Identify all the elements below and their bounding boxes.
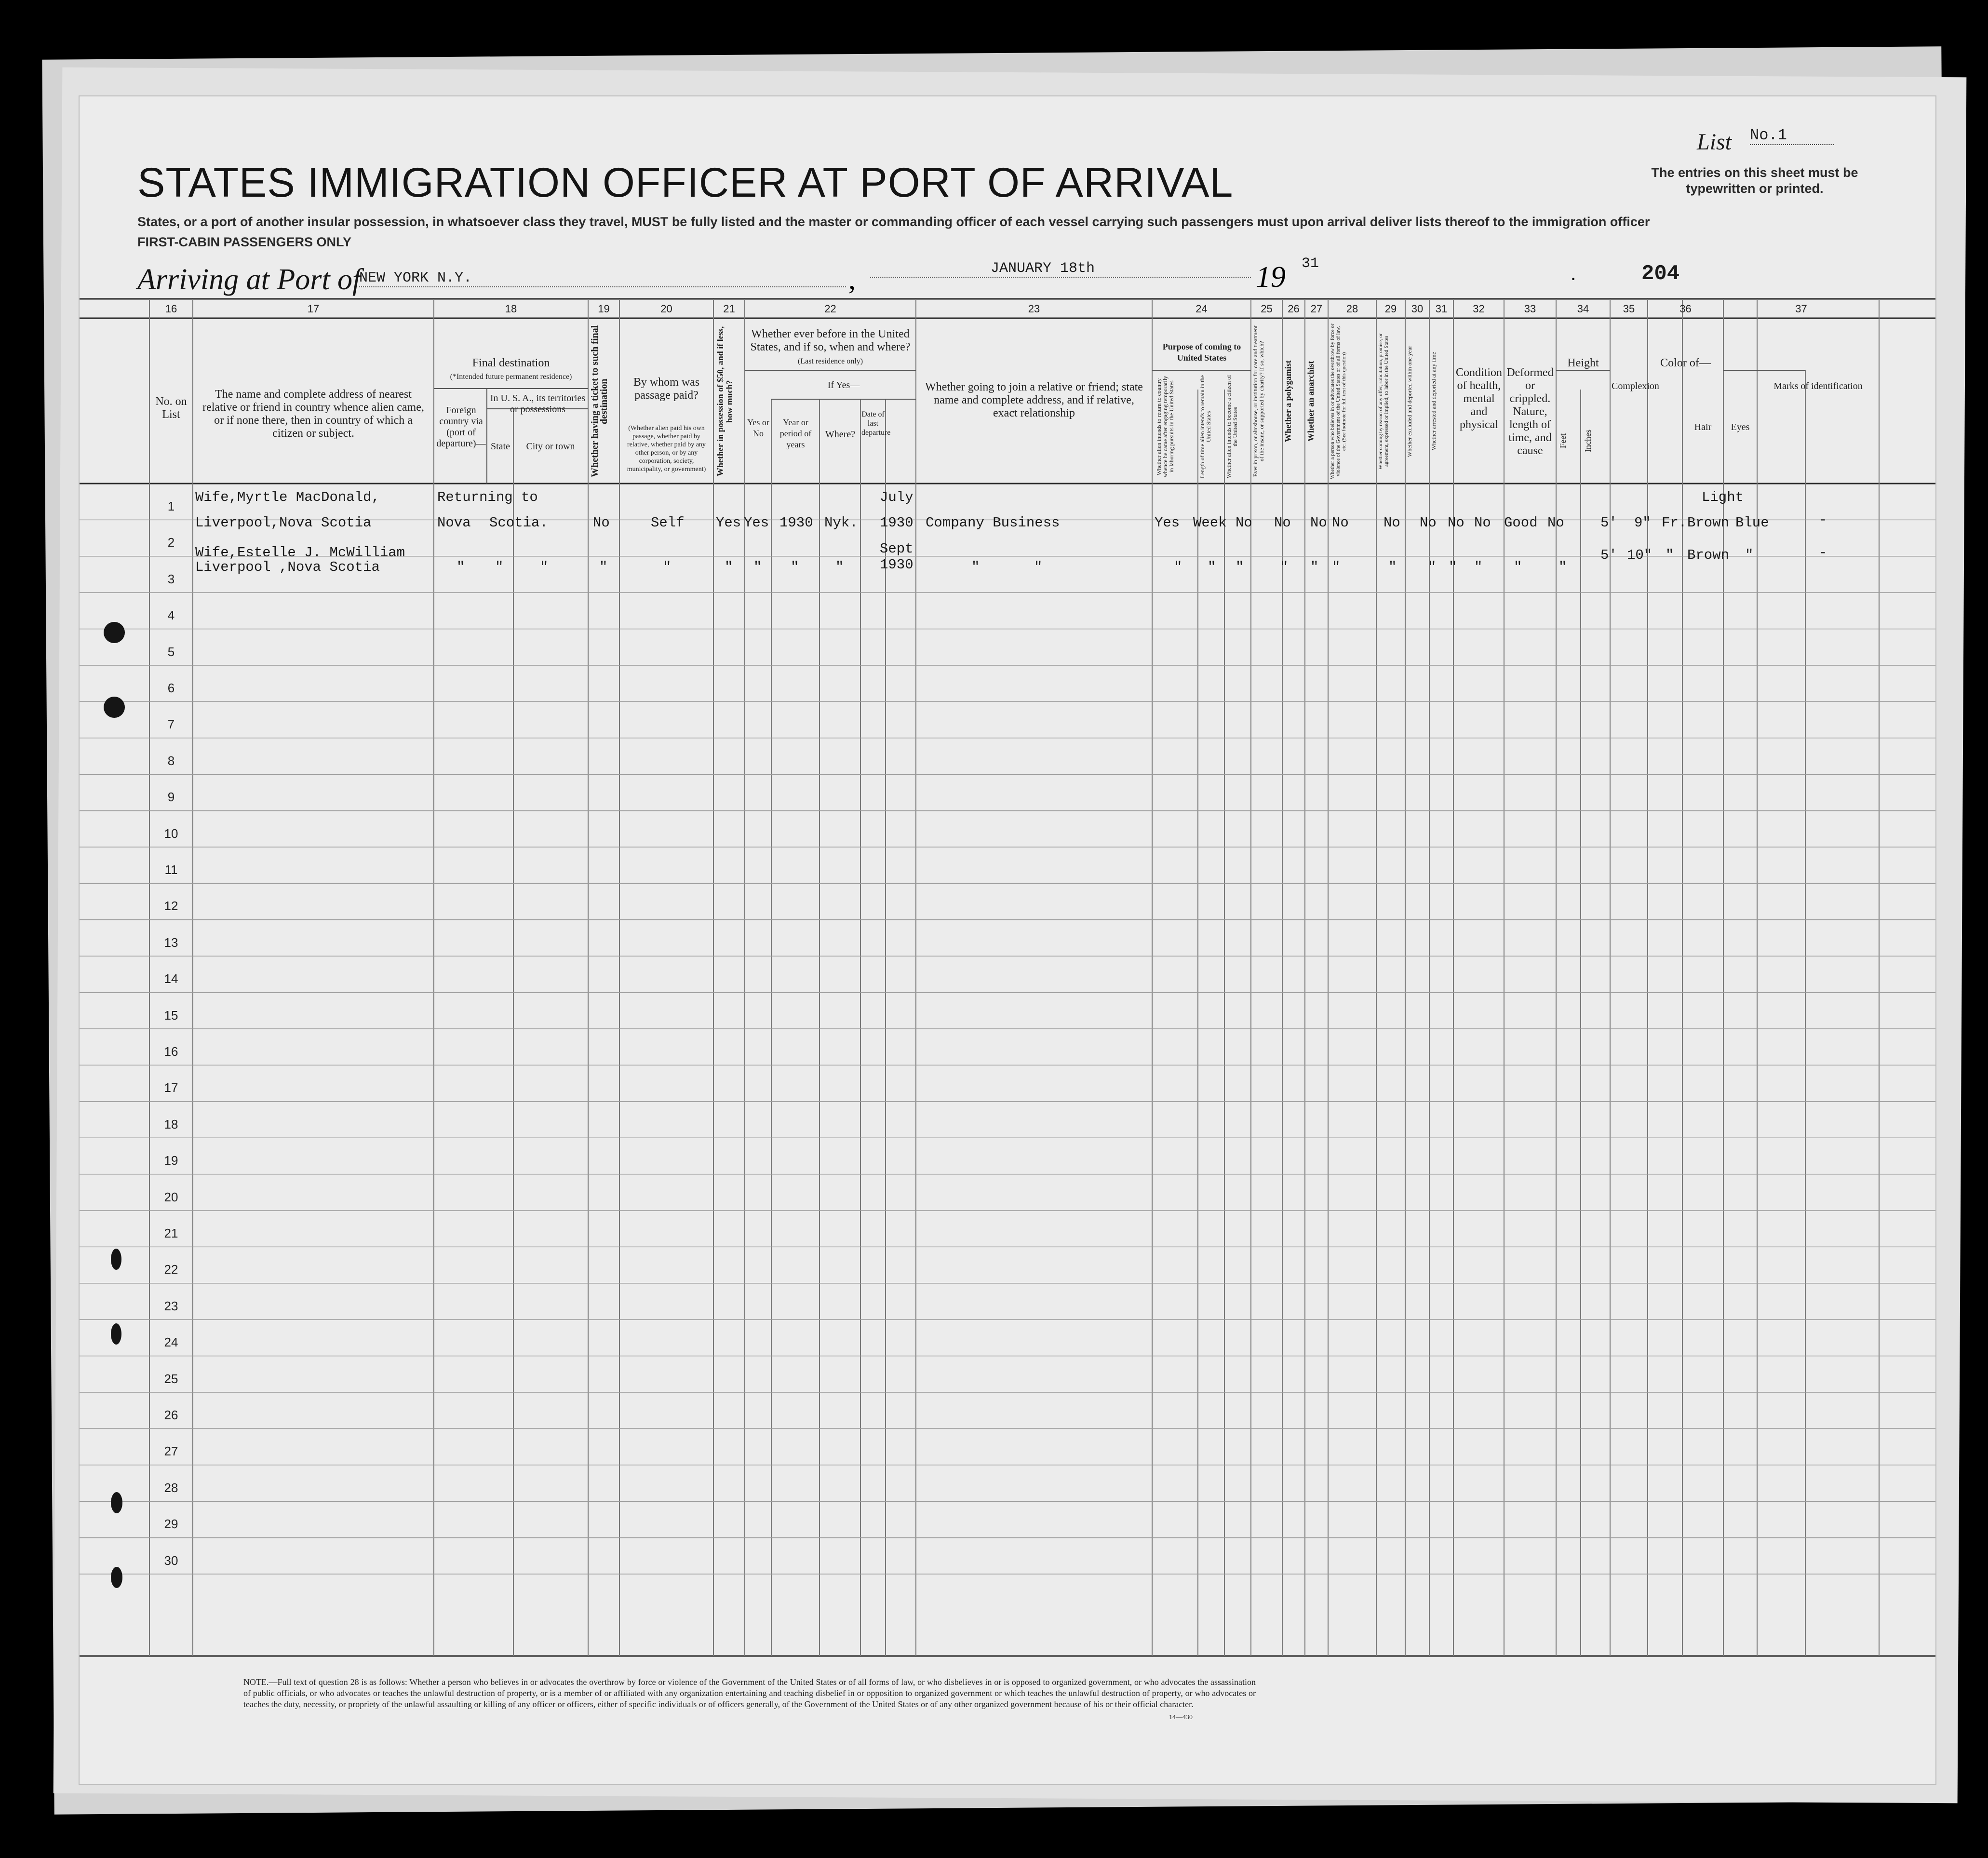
entry2-ditto: " bbox=[1388, 559, 1397, 575]
header-final-destination-note: (*Intended future permanent residence) bbox=[450, 373, 572, 381]
row-number: 16 bbox=[164, 1044, 178, 1059]
entry1-q31: No bbox=[1474, 515, 1491, 531]
col-number: 33 bbox=[1524, 303, 1536, 315]
entry1-departure-year: 1930 bbox=[880, 515, 913, 531]
entry1-deformed: No bbox=[1547, 515, 1564, 531]
col-number: 29 bbox=[1384, 303, 1397, 315]
col-number: 17 bbox=[307, 303, 320, 315]
manifest-page bbox=[80, 96, 1935, 1784]
footnote: NOTE.—Full text of question 28 is as follows: Whether a person who believes in or advocates the overthrow by force or violence of the Government of the United States or of all forms of law, or who disbelieves in or is opposed to organized government, or who advocates the assassination of public officials, or who advocates or teaches the unlawful destruction of property, or is a member of or affiliated with any organization entertaining and teaching disbelief in or opposition to organized government or which teaches the unlawful destruction of property, or who advocates or teaches the duty, necessity, or propriety of the unlawful assaulting or killing of any officer or officers, either of specific individuals or of officers generally, of the Government of the United States or of any other organized government because of his or their official character. bbox=[243, 1677, 1256, 1709]
row-number: 23 bbox=[164, 1298, 178, 1313]
header-year-period: Year or period of years bbox=[779, 417, 812, 449]
col-number: 28 bbox=[1346, 303, 1358, 315]
col-number: 30 bbox=[1411, 303, 1424, 315]
entry1-feet: 5' bbox=[1600, 515, 1617, 531]
comma: , bbox=[848, 263, 856, 295]
entry2-departure-year: 1930 bbox=[880, 557, 913, 573]
col-number: 21 bbox=[723, 303, 735, 315]
header-eyes: Eyes bbox=[1731, 422, 1750, 432]
header-q29: Whether coming by reason of any offer, solicitation, promise, or agreement, expressed or implied, to labor in the United States bbox=[1378, 333, 1389, 470]
entry1-q29: No bbox=[1420, 515, 1437, 531]
entry1-inches: 9" bbox=[1634, 515, 1651, 531]
entry2-ditto: " bbox=[1449, 559, 1457, 575]
row-number: 21 bbox=[164, 1226, 178, 1240]
entry2-ditto: " bbox=[1034, 559, 1043, 575]
entry1-purpose-a: Yes bbox=[1155, 515, 1180, 531]
row-number: 6 bbox=[167, 681, 175, 695]
col-number: 22 bbox=[824, 303, 836, 315]
col-number: 19 bbox=[598, 303, 610, 315]
entry2-ditto: " bbox=[971, 559, 980, 575]
entry2-ditto: " bbox=[1745, 547, 1754, 563]
dot-mark: · bbox=[1570, 268, 1577, 290]
row-number: 27 bbox=[164, 1444, 178, 1459]
year-field: 31 bbox=[1302, 256, 1319, 272]
header-complexion: Complexion bbox=[1612, 381, 1659, 391]
header-yes-no: Yes or No bbox=[747, 417, 769, 438]
punch-hole bbox=[104, 697, 125, 718]
entry1-hair: Brown bbox=[1687, 515, 1730, 531]
row-number: 7 bbox=[167, 717, 175, 732]
entry1-final-dest-top: Returning to bbox=[437, 489, 538, 505]
entry2-ditto: " bbox=[1514, 559, 1522, 575]
entry2-ditto: " bbox=[791, 559, 799, 575]
entry1-hair-top: Light bbox=[1702, 489, 1744, 505]
entry1-year: 1930 bbox=[779, 515, 813, 531]
header-no-on-list: No. on List bbox=[155, 395, 187, 421]
century-label: 19 bbox=[1256, 261, 1286, 294]
punch-hole bbox=[104, 622, 125, 643]
header-purpose-b: Length of time alien intends to remain in the United States bbox=[1199, 375, 1212, 478]
entry1-purpose-c: No bbox=[1236, 515, 1252, 531]
entry2-ditto: " bbox=[599, 559, 608, 575]
page-title: STATES IMMIGRATION OFFICER AT PORT OF ARRIVAL bbox=[137, 160, 1234, 206]
port-field: NEW YORK N.Y. bbox=[359, 270, 846, 287]
row-number: 20 bbox=[164, 1189, 178, 1204]
entry1-q30: No bbox=[1448, 515, 1464, 531]
form-number: 14—430 bbox=[1169, 1714, 1193, 1721]
entry2-ditto: " bbox=[835, 559, 844, 575]
col-number: 20 bbox=[660, 303, 672, 315]
row-number: 5 bbox=[167, 644, 175, 659]
header-marks: Marks of identification bbox=[1773, 381, 1863, 391]
entry2-ditto: " bbox=[1332, 559, 1341, 575]
entry2-ditto: " bbox=[1474, 559, 1483, 575]
entry2-ditto: " bbox=[663, 559, 672, 575]
entry1-ticket: No bbox=[593, 515, 610, 531]
entry1-anarchist: No bbox=[1332, 515, 1349, 531]
punch-hole bbox=[111, 1492, 122, 1513]
header-deformed: Deformed or crippled. Nature, length of time, and cause bbox=[1506, 366, 1554, 457]
header-q28: Whether a person who believes in or advocates the overthrow by force or violence of the Government of the United States or of all forms of law, etc. (See footnote for full text of this question) bbox=[1330, 323, 1347, 479]
col-number: 36 bbox=[1679, 303, 1692, 315]
list-label: List bbox=[1697, 129, 1732, 155]
header-anarchist: Whether an anarchist bbox=[1306, 361, 1316, 442]
cabin-class: FIRST-CABIN PASSENGERS ONLY bbox=[137, 235, 352, 249]
header-inches: Inches bbox=[1583, 430, 1593, 453]
row-number: 1 bbox=[167, 499, 175, 513]
page-number: 204 bbox=[1641, 262, 1680, 286]
entry2-ditto: " bbox=[457, 559, 465, 575]
col-number: 27 bbox=[1310, 303, 1323, 315]
row-number: 25 bbox=[164, 1371, 178, 1386]
entry1-q28: No bbox=[1384, 515, 1400, 531]
col-number: 35 bbox=[1623, 303, 1635, 315]
row-number: 9 bbox=[167, 790, 175, 805]
col-number: 23 bbox=[1028, 303, 1040, 315]
punch-hole bbox=[111, 1567, 122, 1588]
row-number: 11 bbox=[164, 862, 178, 877]
entry2-relative-line1: Wife,Estelle J. McWilliam bbox=[195, 545, 405, 561]
list-number: No.1 bbox=[1750, 126, 1834, 145]
row-number: 19 bbox=[164, 1153, 178, 1168]
row-number: 28 bbox=[164, 1480, 178, 1495]
header-purpose: Purpose of coming to United States bbox=[1162, 342, 1241, 363]
entry2-ditto: " bbox=[495, 559, 504, 575]
col-number: 24 bbox=[1195, 303, 1208, 315]
col-number: 16 bbox=[165, 303, 177, 315]
header-if-yes: If Yes— bbox=[827, 380, 860, 390]
header-where: Where? bbox=[825, 429, 856, 440]
header-joining: Whether going to join a relative or friend; state name and complete address, and if relative, exact relationship bbox=[925, 381, 1143, 419]
row-number: 10 bbox=[164, 826, 178, 841]
entry1-where: Nyk. bbox=[824, 515, 858, 531]
header-city: City or town bbox=[526, 441, 575, 452]
header-state: State bbox=[491, 441, 510, 452]
entry2-ditto: " bbox=[1428, 559, 1437, 575]
entry2-feet: 5' bbox=[1600, 547, 1617, 563]
entry1-departure-month: July bbox=[880, 489, 913, 505]
row-number: 18 bbox=[164, 1117, 178, 1131]
punch-hole bbox=[111, 1249, 121, 1270]
row-number: 13 bbox=[164, 935, 178, 950]
row-number: 2 bbox=[167, 535, 175, 550]
entry1-purpose-b: Week bbox=[1193, 515, 1227, 531]
header-q30: Whether excluded and deported within one year bbox=[1406, 346, 1413, 457]
header-polygamist: Whether a polygamist bbox=[1283, 360, 1293, 443]
entry2-marks: - bbox=[1819, 545, 1827, 561]
row-number: 4 bbox=[167, 608, 175, 623]
date-field: JANUARY 18th bbox=[870, 260, 1251, 278]
header-q31: Whether arrested and deported at any time bbox=[1430, 352, 1437, 451]
header-usa-territories: In U. S. A., its territories or possessions bbox=[490, 393, 586, 415]
entry2-ditto: " bbox=[1208, 559, 1216, 575]
entry2-ditto: " bbox=[540, 559, 549, 575]
header-ever-before-note: (Last residence only) bbox=[797, 357, 863, 365]
header-date-departure: Date of last departure bbox=[861, 410, 891, 437]
header-color-of: Color of— bbox=[1660, 357, 1711, 369]
entry2-inches: 10" bbox=[1627, 547, 1652, 563]
entry1-ever-before: Yes bbox=[744, 515, 769, 531]
col-number: 34 bbox=[1577, 303, 1589, 315]
entry1-money: Yes bbox=[716, 515, 741, 531]
entry1-relative-line1: Wife,Myrtle MacDonald, bbox=[195, 489, 380, 505]
entry1-prison: No bbox=[1274, 515, 1291, 531]
arriving-label: Arriving at Port of bbox=[137, 263, 361, 296]
header-height: Height bbox=[1567, 357, 1599, 369]
entry2-ditto: " bbox=[1558, 559, 1567, 575]
entry1-relative-line2: Liverpool,Nova Scotia bbox=[195, 515, 372, 531]
entry2-hair: Brown bbox=[1687, 547, 1730, 563]
entry2-ditto: " bbox=[725, 559, 733, 575]
col-number: 31 bbox=[1435, 303, 1448, 315]
header-health: Condition of health, mental and physical bbox=[1455, 366, 1502, 431]
entry2-ditto: " bbox=[753, 559, 762, 575]
col-number: 25 bbox=[1261, 303, 1273, 315]
header-money: Whether in possession of $50, and if less, how much? bbox=[715, 326, 734, 477]
row-number: 12 bbox=[164, 899, 178, 914]
row-number: 29 bbox=[164, 1517, 178, 1532]
row-number: 22 bbox=[164, 1262, 178, 1277]
entry1-joining: Company Business bbox=[926, 515, 1060, 531]
header-purpose-a: Whether alien intends to return to country whence he came after engaging temporarily in laboring pursuits in the United States bbox=[1155, 376, 1175, 478]
entry2-ditto: " bbox=[1666, 547, 1674, 563]
header-relative: The name and complete address of nearest relative or friend in country whence alien came, or if none there, then in country of which a citizen or subject. bbox=[202, 388, 424, 440]
row-number: 30 bbox=[164, 1553, 178, 1568]
entry1-eyes: Blue bbox=[1735, 515, 1769, 531]
col-number: 26 bbox=[1288, 303, 1300, 315]
entry1-polygamist: No bbox=[1310, 515, 1327, 531]
row-number: 17 bbox=[164, 1080, 178, 1095]
header-hair: Hair bbox=[1694, 422, 1712, 432]
entry2-relative-line2: Liverpool ,Nova Scotia bbox=[195, 559, 380, 575]
header-ever-before: Whether ever before in the United States, and if so, when and where? bbox=[750, 328, 911, 353]
row-number: 8 bbox=[167, 753, 175, 768]
header-prison: Ever in prison, or almshouse, or institution for care and treatment of the insane, or supported by charity? If so, which? bbox=[1252, 325, 1265, 477]
row-number: 3 bbox=[167, 571, 175, 586]
entry1-state: Scotia. bbox=[489, 515, 548, 531]
header-ticket: Whether having a ticket to such final destination bbox=[590, 325, 609, 478]
entry1-complexion: Fr. bbox=[1662, 515, 1687, 531]
punch-hole bbox=[111, 1323, 121, 1345]
header-passage: By whom was passage paid? bbox=[633, 376, 700, 402]
header-foreign-country: Foreign country via (port of departure)— bbox=[436, 405, 486, 449]
row-number: 24 bbox=[164, 1335, 178, 1350]
col-number: 37 bbox=[1795, 303, 1807, 315]
entry1-foreign-country: Nova bbox=[437, 515, 471, 531]
header-feet: Feet bbox=[1558, 433, 1568, 449]
typewriting-instruction: The entries on this sheet must be typewritten or printed. bbox=[1651, 165, 1858, 196]
entry2-ditto: " bbox=[1310, 559, 1319, 575]
header-purpose-c: Whether alien intends to become a citizen of the United States bbox=[1225, 375, 1238, 479]
entry2-ditto: " bbox=[1280, 559, 1289, 575]
entry2-departure-month: Sept bbox=[880, 541, 913, 557]
entry2-ditto: " bbox=[1174, 559, 1182, 575]
header-final-destination: Final destination bbox=[472, 357, 550, 369]
entry1-health: Good bbox=[1504, 515, 1538, 531]
header-passage-note: (Whether alien paid his own passage, whether paid by relative, whether paid by any other person, or by any corporation, society, municipality, or government) bbox=[627, 425, 706, 473]
col-number: 32 bbox=[1473, 303, 1485, 315]
entry1-marks: - bbox=[1819, 512, 1827, 528]
col-number: 18 bbox=[505, 303, 517, 315]
entry2-ditto: " bbox=[1236, 559, 1244, 575]
row-number: 14 bbox=[164, 971, 178, 986]
entry1-passage: Self bbox=[651, 515, 685, 531]
page-subtitle: States, or a port of another insular possession, in whatsoever class they travel, MUST be fully listed and the master or commanding officer of each vessel carrying such passengers must upon arrival deliver lists thereof to the immigration officer bbox=[137, 215, 1650, 229]
row-number: 15 bbox=[164, 1008, 178, 1023]
row-number: 26 bbox=[164, 1408, 178, 1422]
